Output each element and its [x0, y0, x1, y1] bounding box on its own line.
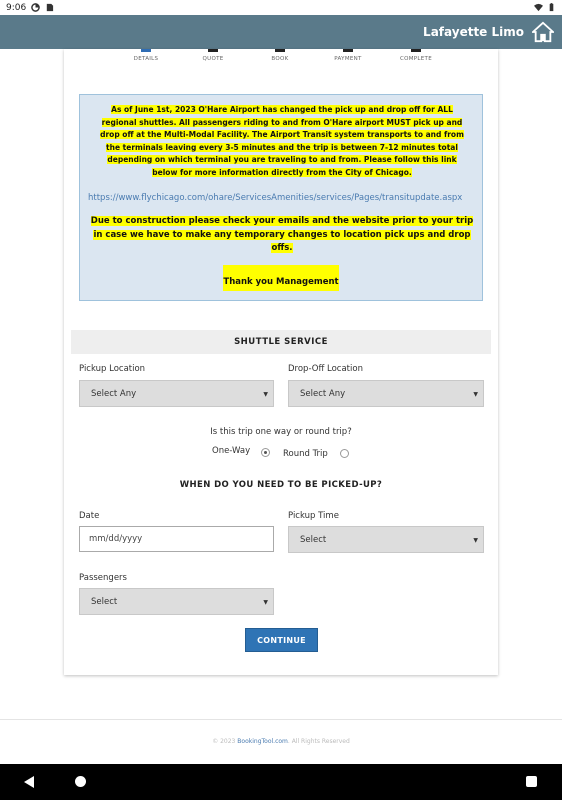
- progress-steps: [64, 49, 498, 69]
- passengers-select[interactable]: [79, 588, 274, 615]
- footer-link[interactable]: BookingTool.com: [237, 738, 288, 745]
- date-placeholder: mm/dd/yyyy: [89, 534, 143, 544]
- one-way-radio[interactable]: [261, 448, 270, 457]
- pickup-location-value: Select Any: [91, 388, 137, 399]
- construction-notice: Due to construction please check your emails and the website prior to your trip in case we have to make any temporary changes to location pick ups and drop offs.: [90, 216, 474, 253]
- footer-divider: [0, 719, 562, 720]
- dropoff-location-label: Drop-Off Location: [288, 364, 363, 374]
- footer-copyright: © 2023: [212, 738, 236, 745]
- notice-paragraph: As of June 1st, 2023 O'Hare Airport has changed the pick up and drop off for ALL regional shuttles. All passengers riding to and from O'Hare airport MUST pick up and drop off at the Multi-Modal Facility. The Airport Transit system transports to and from the terminals leaving every 3-5 minutes and the trip is between 7-12 minutes total depending on which terminal you are traveling to and from. Please follow this link below for more information directly from the City of Chicago.: [100, 105, 464, 177]
- trip-type-question: Is this trip one way or round trip?: [210, 427, 352, 437]
- step-payment: PAYMENT: [318, 49, 378, 62]
- caret-down-icon: ▼: [263, 391, 268, 398]
- passengers-value: Select: [91, 596, 118, 607]
- step-details: DETAILS: [116, 49, 176, 62]
- recent-apps-icon[interactable]: [526, 776, 537, 787]
- brand-name: Lafayette Limo: [423, 25, 524, 39]
- footer: [0, 738, 562, 745]
- pickup-location-select[interactable]: [79, 380, 274, 407]
- home-circle-icon[interactable]: [75, 776, 86, 787]
- home-icon[interactable]: [532, 21, 554, 43]
- round-trip-label[interactable]: Round Trip: [283, 449, 328, 459]
- date-label: Date: [79, 511, 100, 521]
- section-title: SHUTTLE SERVICE: [71, 330, 491, 354]
- transit-update-link[interactable]: https://www.flychicago.com/ohare/ServicesAmenities/services/Pages/transitupdate.aspx: [88, 193, 463, 203]
- app-header: [0, 15, 562, 49]
- continue-button[interactable]: CONTINUE: [245, 628, 318, 652]
- status-time: 9:06: [6, 2, 27, 13]
- step-book: BOOK: [250, 49, 310, 62]
- date-input[interactable]: [79, 526, 274, 552]
- pickup-location-label: Pickup Location: [79, 364, 146, 374]
- status-bar: [0, 0, 562, 15]
- caret-down-icon: ▼: [473, 391, 478, 398]
- pickup-time-label: Pickup Time: [288, 511, 339, 521]
- battery-icon: [547, 3, 556, 12]
- caret-down-icon: ▼: [473, 537, 478, 544]
- dropoff-location-select[interactable]: [288, 380, 484, 407]
- data-saver-icon: [31, 3, 40, 12]
- signoff-text: Thank you Management: [223, 265, 339, 291]
- notice-box: [79, 94, 483, 301]
- back-icon[interactable]: [24, 776, 34, 788]
- pickup-time-value: Select: [300, 534, 327, 545]
- pickup-time-select[interactable]: [288, 526, 484, 553]
- booking-card: [64, 49, 498, 675]
- step-complete: COMPLETE: [386, 49, 446, 62]
- step-quote: QUOTE: [183, 49, 243, 62]
- sim-card-icon: [45, 3, 54, 12]
- dropoff-location-value: Select Any: [300, 388, 346, 399]
- caret-down-icon: ▼: [263, 599, 268, 606]
- pickup-time-heading: WHEN DO YOU NEED TO BE PICKED-UP?: [179, 480, 383, 490]
- system-nav-bar: [0, 764, 562, 800]
- round-trip-radio[interactable]: [340, 449, 349, 458]
- wifi-icon: [534, 3, 543, 12]
- passengers-label: Passengers: [79, 573, 127, 583]
- footer-rights: . All Rights Reserved: [287, 738, 350, 745]
- one-way-label[interactable]: One-Way: [212, 446, 251, 456]
